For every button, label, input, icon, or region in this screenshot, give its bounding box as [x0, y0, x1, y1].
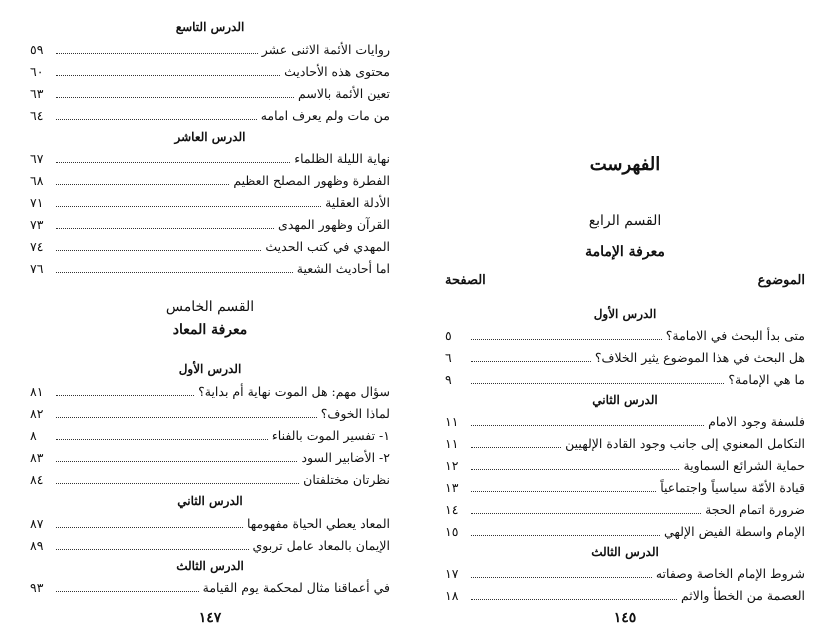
entry-title: المعاد يعطي الحياة مفهومها	[247, 516, 390, 531]
toc-entry[interactable]	[445, 588, 805, 606]
toc-entry[interactable]	[30, 217, 390, 235]
entry-title: الإيمان بالمعاد عامل تربوي	[252, 538, 390, 553]
toc-entry[interactable]	[30, 151, 390, 169]
entry-title: روايات الأئمة الاثنى عشر	[261, 42, 390, 57]
toc-entry[interactable]	[30, 428, 390, 446]
entry-page: ١٥	[445, 524, 459, 539]
dot-leader	[56, 217, 274, 229]
toc-list	[445, 414, 805, 542]
toc-entry[interactable]	[30, 516, 390, 534]
entry-title: محتوى هذه الأحاديث	[284, 64, 390, 79]
dot-leader	[56, 472, 299, 484]
dot-leader	[56, 42, 258, 54]
lesson-heading: الدرس الأول	[593, 307, 657, 321]
lesson-heading: الدرس الأول	[178, 362, 242, 376]
lesson-heading: الدرس الثالث	[176, 559, 244, 573]
lesson-heading: الدرس التاسع	[175, 20, 245, 34]
dot-leader	[56, 108, 257, 120]
entry-page: ٧٦	[30, 261, 44, 276]
entry-page: ٧٣	[30, 217, 44, 232]
toc-entry[interactable]	[30, 173, 390, 191]
toc-list	[445, 328, 805, 390]
toc-list	[445, 566, 805, 606]
dot-leader	[471, 524, 660, 536]
part-topic: معرفة الإمامة	[585, 244, 665, 260]
dot-leader	[56, 151, 290, 163]
dot-leader	[56, 173, 229, 185]
entry-title: الفطرة وظهور المصلح العظيم	[233, 173, 390, 188]
toc-entry[interactable]	[30, 384, 390, 402]
toc-list	[30, 580, 390, 598]
left-page	[30, 0, 390, 639]
toc-list	[30, 42, 390, 126]
entry-page: ٦٧	[30, 151, 44, 166]
entry-page: ١١	[445, 414, 459, 429]
toc-entry[interactable]	[30, 42, 390, 60]
entry-title: لماذا الخوف؟	[320, 406, 390, 421]
entry-title: سؤال مهم: هل الموت نهاية أم بداية؟	[198, 384, 390, 399]
dot-leader	[56, 239, 261, 251]
entry-page: ٧٤	[30, 239, 44, 254]
entry-title: اما أحاديث الشعية	[296, 261, 390, 276]
entry-page: ٦	[445, 350, 452, 365]
toc-entry[interactable]	[445, 414, 805, 432]
entry-page: ٨٢	[30, 406, 44, 421]
entry-title: الأدلة العقلية	[325, 195, 390, 210]
dot-leader	[56, 450, 297, 462]
column-header-page: الصفحة	[445, 273, 486, 288]
toc-list	[30, 384, 390, 490]
entry-page: ٦٤	[30, 108, 44, 123]
entry-title: ضرورة اتمام الحجة	[705, 502, 805, 517]
entry-title: التكامل المعنوي إلى جانب وجود القادة الإلهيين	[565, 436, 805, 451]
entry-page: ٩٣	[30, 580, 44, 595]
toc-entry[interactable]	[30, 406, 390, 424]
dot-leader	[56, 195, 321, 207]
lesson-heading: الدرس الثاني	[592, 393, 658, 407]
entry-page: ١٧	[445, 566, 459, 581]
entry-page: ١١	[445, 436, 459, 451]
entry-title: حماية الشرائع السماوية	[683, 458, 805, 473]
toc-entry[interactable]	[445, 480, 805, 498]
entry-title: نهاية الليلة الظلماء	[294, 151, 390, 166]
column-header-topic: الموضوع	[757, 273, 805, 288]
page-title: الفهرست	[589, 154, 661, 175]
part-label: القسم الخامس	[165, 299, 255, 315]
part-label: القسم الرابع	[588, 213, 662, 229]
entry-page: ٨٣	[30, 450, 44, 465]
lesson-heading: الدرس الثاني	[177, 494, 243, 508]
entry-title: نظرتان مختلفتان	[303, 472, 390, 487]
toc-entry[interactable]	[445, 566, 805, 584]
toc-entry[interactable]	[445, 524, 805, 542]
toc-entry[interactable]	[30, 472, 390, 490]
dot-leader	[471, 588, 677, 600]
page-number: ١٤٥	[613, 610, 637, 626]
dot-leader	[471, 414, 704, 426]
toc-entry[interactable]	[30, 108, 390, 126]
entry-page: ١٣	[445, 480, 459, 495]
dot-leader	[471, 502, 701, 514]
dot-leader	[56, 86, 294, 98]
entry-title: في أعماقنا مثال لمحكمة يوم القيامة	[202, 580, 390, 595]
entry-title: ١- تفسير الموت بالفناء	[271, 428, 390, 443]
entry-page: ٨	[30, 428, 37, 443]
toc-entry[interactable]	[30, 64, 390, 82]
toc-entry[interactable]	[445, 328, 805, 346]
dot-leader	[56, 428, 268, 440]
entry-page: ٩	[445, 372, 452, 387]
entry-page: ٦٨	[30, 173, 44, 188]
dot-leader	[56, 580, 199, 592]
entry-page: ٨٧	[30, 516, 44, 531]
dot-leader	[471, 328, 662, 340]
toc-list	[30, 151, 390, 279]
dot-leader	[56, 64, 280, 76]
entry-title: الإمام واسطة الفيض الإلهي	[664, 524, 805, 539]
entry-title: المهدي في كتب الحديث	[265, 239, 390, 254]
dot-leader	[471, 566, 652, 578]
entry-page: ٧١	[30, 195, 44, 210]
dot-leader	[471, 372, 724, 384]
right-page	[445, 0, 805, 639]
entry-page: ٦٣	[30, 86, 44, 101]
toc-entry[interactable]	[445, 436, 805, 454]
dot-leader	[56, 516, 243, 528]
toc-entry[interactable]	[30, 195, 390, 213]
entry-title: ٢- الأضابير السود	[301, 450, 390, 465]
dot-leader	[56, 261, 293, 273]
dot-leader	[56, 538, 249, 550]
toc-entry[interactable]	[445, 350, 805, 368]
entry-title: تعين الأئمة بالاسم	[298, 86, 390, 101]
entry-title: هل البحث في هذا الموضوع يثير الخلاف؟	[594, 350, 805, 365]
entry-title: ما هي الإمامة؟	[728, 372, 805, 387]
entry-title: القرآن وظهور المهدى	[278, 217, 390, 232]
toc-list	[30, 516, 390, 556]
entry-page: ٨٩	[30, 538, 44, 553]
toc-entry[interactable]	[30, 538, 390, 556]
entry-title: العصمة من الخطأ والاثم	[680, 588, 805, 603]
page-number: ١٤٧	[198, 610, 222, 626]
toc-entry[interactable]	[445, 458, 805, 476]
entry-page: ٥٩	[30, 42, 44, 57]
entry-page: ٨٤	[30, 472, 44, 487]
toc-entry[interactable]	[30, 261, 390, 279]
entry-title: متى بدأ البحث في الامامة؟	[665, 328, 805, 343]
toc-entry[interactable]	[30, 86, 390, 104]
entry-title: شروط الإمام الخاصة وصفاته	[655, 566, 805, 581]
dot-leader	[471, 458, 679, 470]
part-topic: معرفة المعاد	[172, 322, 248, 338]
dot-leader	[56, 384, 194, 396]
dot-leader	[56, 406, 317, 418]
toc-entry[interactable]	[30, 450, 390, 468]
entry-page: ٨١	[30, 384, 44, 399]
entry-page: ١٤	[445, 502, 459, 517]
entry-title: قيادة الأمّة سياسياً واجتماعياً	[660, 480, 805, 495]
entry-page: ١٨	[445, 588, 459, 603]
entry-title: فلسفة وجود الامام	[708, 414, 805, 429]
toc-entry[interactable]	[30, 239, 390, 257]
entry-title: من مات ولم يعرف امامه	[260, 108, 390, 123]
lesson-heading: الدرس العاشر	[174, 130, 246, 144]
lesson-heading: الدرس الثالث	[591, 545, 659, 559]
dot-leader	[471, 480, 656, 492]
toc-entry[interactable]	[445, 372, 805, 390]
entry-page: ١٢	[445, 458, 459, 473]
dot-leader	[471, 436, 561, 448]
toc-entry[interactable]	[445, 502, 805, 520]
entry-page: ٦٠	[30, 64, 44, 79]
toc-entry[interactable]	[30, 580, 390, 598]
dot-leader	[471, 350, 591, 362]
entry-page: ٥	[445, 328, 452, 343]
